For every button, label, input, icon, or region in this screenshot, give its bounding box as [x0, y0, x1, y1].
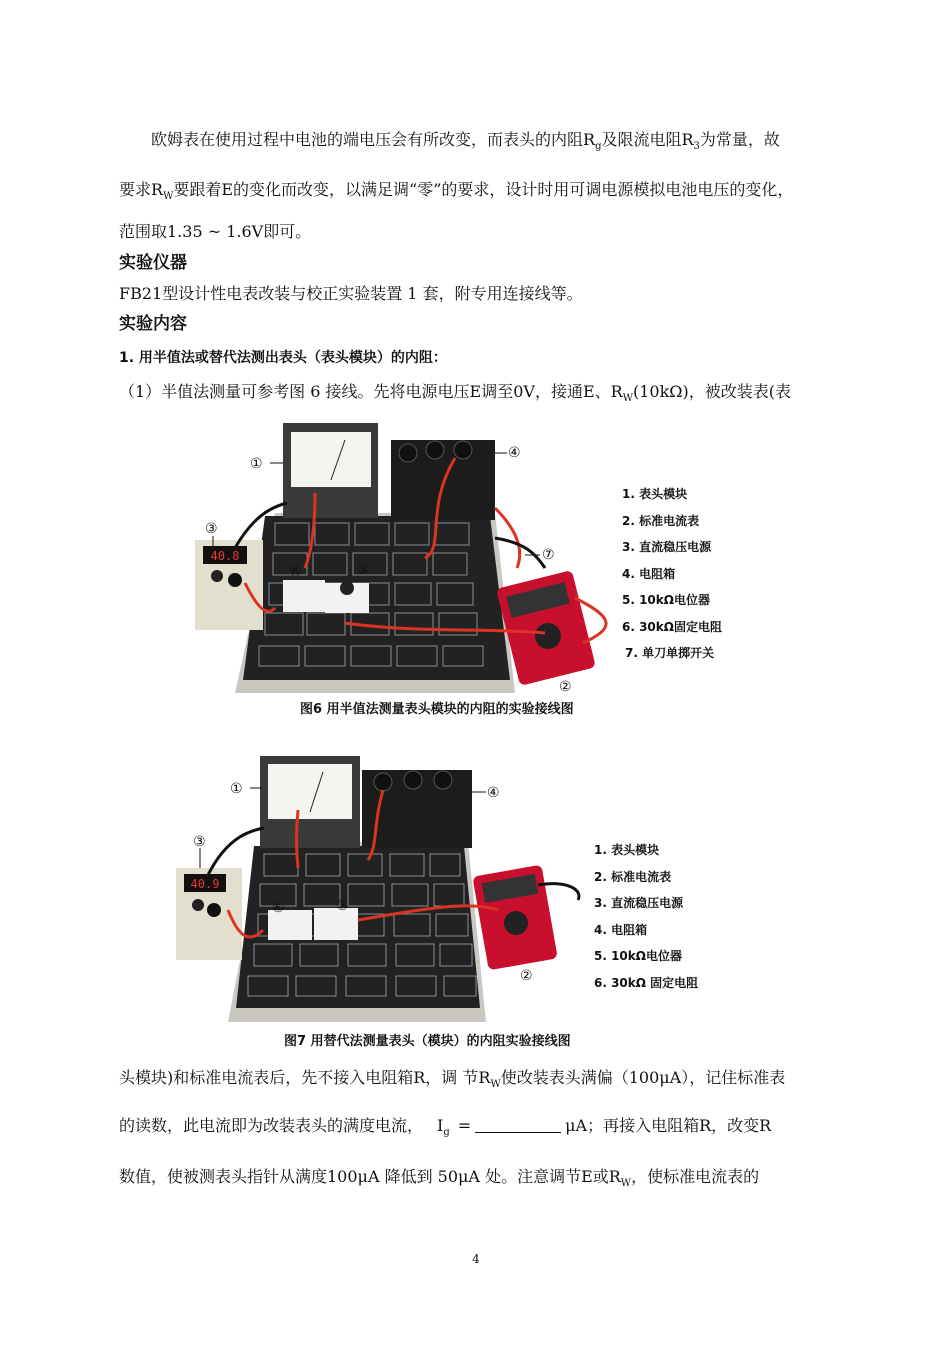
- marker-5: ⑤: [336, 898, 349, 914]
- marker-6: ⑥: [272, 900, 285, 916]
- item-heading: 1. 用半值法或替代法测出表头（表头模块）的内阻：: [119, 350, 447, 366]
- paragraph-line: 数值，使被测表头指针从满度100μA 降低到 50μA 处。注意调节E或$R_W$，使标准电流表的: [119, 1167, 760, 1189]
- figure-6-legend: 1. 表头模块 2. 标准电流表 3. 直流稳压电源 4. 电阻箱 5. 10kΩ电位器 6. 30kΩ固定电阻 7. 单刀单掷开关: [622, 487, 722, 660]
- marker-3: ③: [205, 521, 218, 537]
- psu-display: 40.9: [190, 877, 220, 891]
- paragraph-line: 的读数，此电流即为改装表头的满度电流， $I_g = \mu A$；再接入电阻箱R，改变R: [119, 1116, 772, 1138]
- marker-2: ②: [559, 679, 572, 695]
- page-number: 4: [472, 1252, 480, 1266]
- figure-7-photo: [168, 750, 598, 1025]
- paragraph-line: 要求$R_W$要跟着E的变化而改变，以满足调“零”的要求，设计时用可调电源模拟电池电压的变化，: [119, 180, 794, 202]
- marker-3: ③: [193, 834, 206, 850]
- paragraph-line: FB21型设计性电表改装与校正实验装置 1 套，附专用连接线等。: [119, 284, 583, 303]
- section-heading: 实验仪器: [119, 253, 187, 273]
- marker-7: ⑦: [542, 547, 555, 563]
- psu-display: 40.8: [210, 549, 240, 563]
- paragraph-line: （1）半值法测量可参考图 6 接线。先将电源电压E调至0V，接通E、$R_W(10k\Omega)$，被改装表(表: [119, 382, 792, 404]
- figure-6-caption: 图6 用半值法测量表头模块的内阻的实验接线图: [300, 702, 574, 717]
- marker-5: ⑤: [357, 562, 370, 578]
- marker-1: ①: [250, 456, 263, 472]
- section-heading: 实验内容: [119, 314, 187, 334]
- paragraph-line: 范围取1.35 ~ 1.6V即可。: [119, 222, 312, 241]
- figure-7-legend: 1. 表头模块 2. 标准电流表 3. 直流稳压电源 4. 电阻箱 5. 10kΩ电位器 6. 30kΩ 固定电阻: [594, 843, 699, 990]
- marker-1: ①: [230, 781, 243, 797]
- marker-4: ④: [487, 785, 500, 801]
- marker-2: ②: [520, 968, 533, 984]
- blank-field[interactable]: [475, 1118, 561, 1133]
- marker-6: ⑥: [289, 564, 302, 580]
- paragraph-line: 欧姆表在使用过程中电池的端电压会有所改变，而表头的内阻$R_g$及限流电阻$R_3$为常量，故: [151, 130, 780, 152]
- marker-4: ④: [508, 445, 521, 461]
- paragraph-line: 头模块)和标准电流表后，先不接入电阻箱R，调 节$R_W$使改装表头满偏（100μA），记住标准表: [119, 1068, 786, 1090]
- figure-7-caption: 图7 用替代法测量表头（模块）的内阻实验接线图: [284, 1034, 571, 1049]
